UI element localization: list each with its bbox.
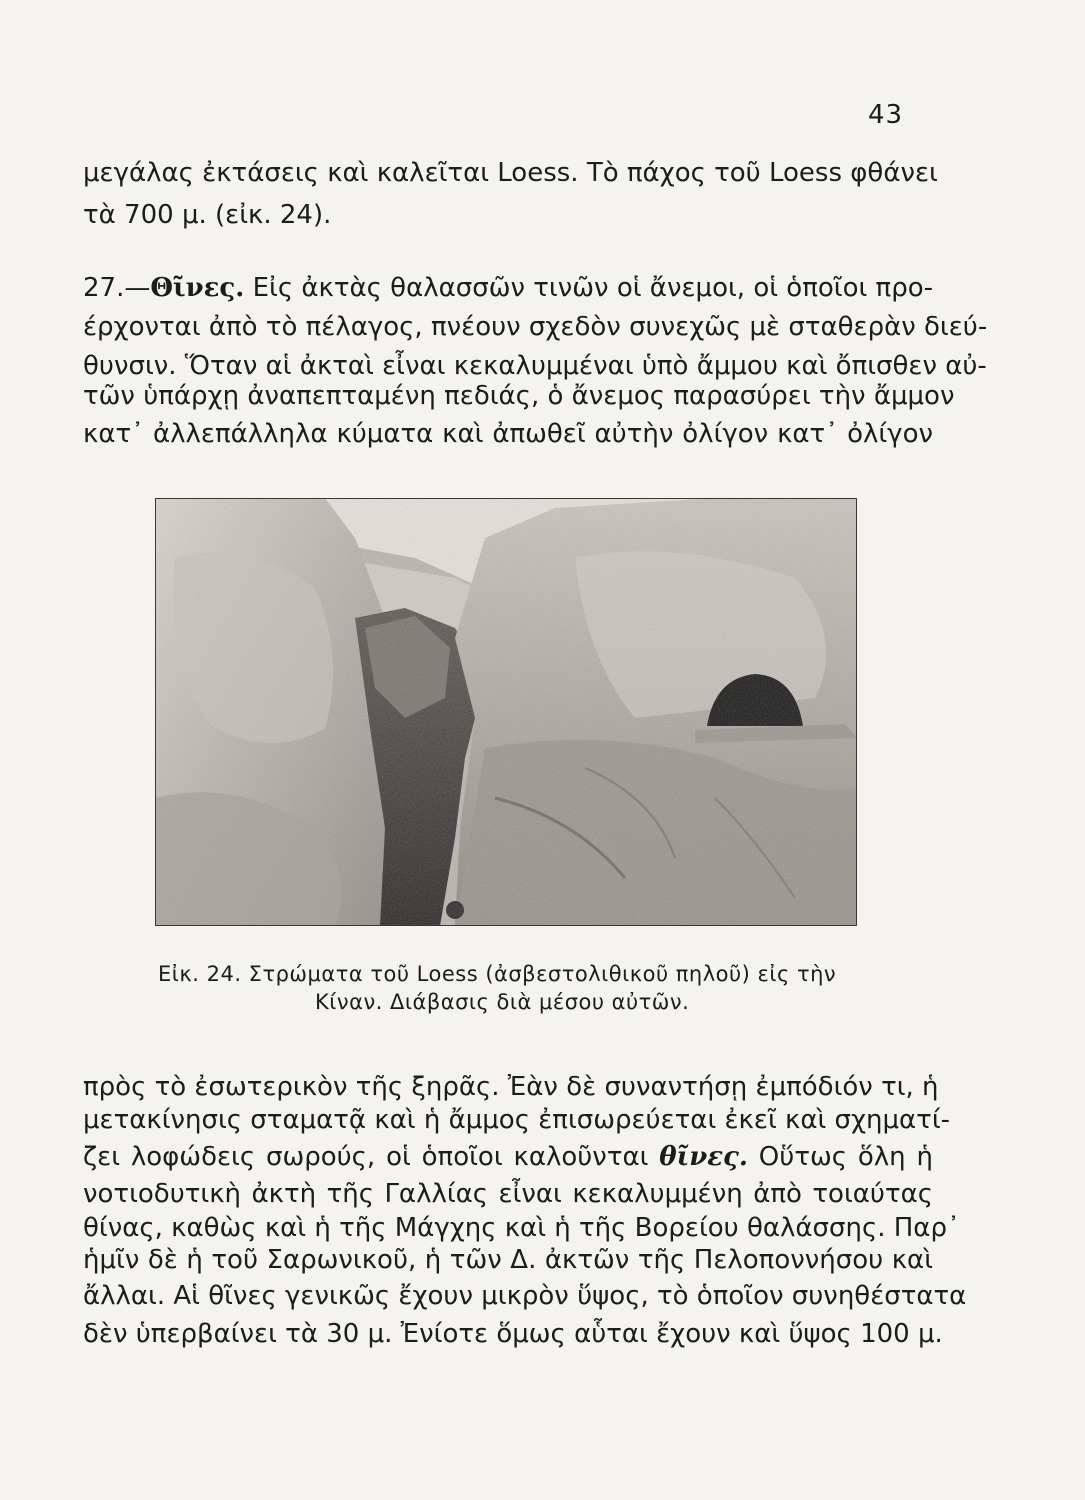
para2-line-5: θίνας, καθὼς καὶ ἡ τῆς Μάγχης καὶ ἡ τῆς Βορείου θαλάσσης. Παρ᾽ — [83, 1213, 960, 1243]
para2-line-2: μετακίνησις σταματᾷ καὶ ἡ ἄμμος ἐπισωρεύεται ἐκεῖ καὶ σχηματί- — [83, 1105, 951, 1135]
section-line-2: έρχονται ἀπὸ τὸ πέλαγος, πνέουν σχεδὸν συνεχῶς μὲ σταθερὰν διεύ- — [83, 312, 988, 342]
figure-caption-line-2: Κίναν. Διάβασις διὰ μέσου αὐτῶν. — [315, 990, 690, 1014]
para2-line-1: πρὸς τὸ ἐσωτερικὸν τῆς ξηρᾶς. Ἐὰν δὲ συναντήσῃ ἐμπόδιόν τι, ἡ — [83, 1072, 939, 1102]
section-line-4: τῶν ὑπάρχῃ ἀναπεπταμένη πεδιάς, ὁ ἄνεμος παρασύρει τὴν ἄμμον — [83, 381, 955, 411]
para2-line-3-pre: ζει λοφώδεις σωρούς, οἱ ὁποῖοι καλοῦνται — [83, 1142, 660, 1172]
para2-line-8: δὲν ὑπερβαίνει τὰ 30 μ. Ἐνίοτε ὅμως αὗται ἔχουν καὶ ὕψος 100 μ. — [83, 1319, 943, 1349]
page-number: 43 — [868, 100, 904, 130]
para2-line-3-post: Οὕτως ὅλη ἡ — [747, 1142, 933, 1172]
para2-line-4: νοτιοδυτικὴ ἀκτὴ τῆς Γαλλίας εἶναι κεκαλυμμένη ἀπὸ τοιαύτας — [83, 1179, 933, 1209]
para2-line-6: ἡμῖν δὲ ἡ τοῦ Σαρωνικοῦ, ἡ τῶν Δ. ἀκτῶν τῆς Πελοποννήσου καὶ — [83, 1245, 933, 1275]
loess-photo — [155, 498, 857, 926]
section-line-5: κατ᾽ ἀλλεπάλληλα κύματα καὶ ἀπωθεῖ αὐτὴν ὀλίγον κατ᾽ ὀλίγον — [83, 419, 933, 449]
section-number: 27.— — [83, 273, 151, 303]
figure-caption-line-1: Εἰκ. 24. Στρώματα τοῦ Loess (ἀσβεστολιθικοῦ πηλοῦ) εἰς τὴν — [158, 962, 837, 986]
term-thines: θῖνες. — [659, 1142, 748, 1172]
para1-line-2: τὰ 700 μ. (εἰκ. 24). — [83, 200, 332, 230]
section-line-3: θυνσιν. Ὅταν αἱ ἀκταὶ εἶναι κεκαλυμμέναι ὑπὸ ἄμμου καὶ ὄπισθεν αὐ- — [83, 351, 987, 381]
section-first-line-text: Εἰς ἀκτὰς θαλασσῶν τινῶν οἱ ἄνεμοι, οἱ ὁποῖοι προ- — [244, 273, 933, 303]
para2-line-3 — [83, 1141, 933, 1173]
para2-line-7: ἄλλαι. Αἱ θῖνες γενικῶς ἔχουν μικρὸν ὕψος, τὸ ὁποῖον συνηθέστατα — [83, 1281, 967, 1311]
para1-line-1: μεγάλας ἐκτάσεις καὶ καλεῖται Loess. Τὸ πάχος τοῦ Loess φθάνει — [83, 158, 938, 188]
section-title: Θῖνες. — [150, 273, 245, 303]
section-heading-line — [83, 272, 933, 304]
